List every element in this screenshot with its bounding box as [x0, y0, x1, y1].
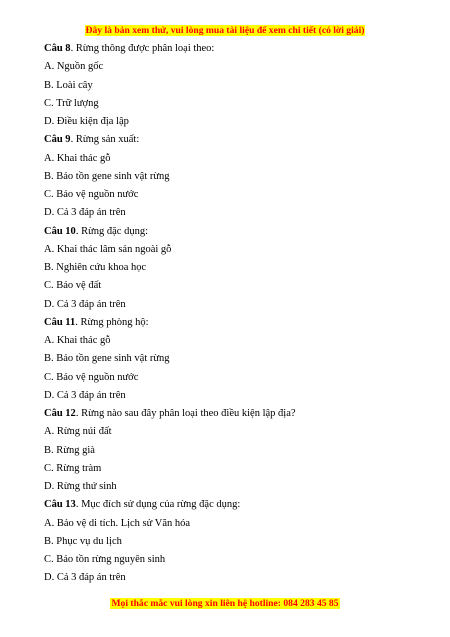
answer-option: C. Bảo tồn rừng nguyên sinh [44, 554, 166, 565]
preview-notice-banner [0, 25, 450, 36]
question-number: Câu 9 [44, 134, 71, 146]
question-stem [44, 40, 424, 58]
question-list [44, 40, 424, 588]
answer-option: A. Nguồn gốc [44, 61, 104, 73]
answer-option: C. Bảo vệ nguồn nước [44, 371, 139, 383]
question-text: . Mục đích sử dụng của rừng đặc dụng: [75, 499, 241, 511]
question-text: . Rừng sản xuất: [70, 134, 140, 146]
answer-option: D. Điều kiện địa lập [44, 116, 129, 127]
answer-option: C. Trữ lượng [44, 97, 99, 109]
answer-option: D. Cả 3 đáp án trên [44, 572, 126, 584]
hotline-footer-text: Mọi thắc mắc vui lòng xin liên hệ hotline: 084 283 45 85 [111, 598, 339, 609]
answer-option: A. Khai thác gỗ [44, 152, 111, 164]
question-text: . Rừng đặc dụng: [75, 225, 148, 237]
answer-option: C. Bảo vệ đất [44, 280, 102, 292]
question-stem [44, 314, 424, 332]
question-number: Câu 13 [44, 499, 76, 511]
question-text: . Rừng nào sau đây phân loại theo điều kiện lập địa? [75, 408, 296, 419]
answer-option: B. Bảo tồn gene sinh vật rừng [44, 353, 170, 365]
answer-option: D. Cả 3 đáp án trên [44, 207, 126, 219]
question-number: Câu 10 [44, 225, 76, 237]
answer-option: D. Rừng thứ sinh [44, 481, 117, 492]
answer-option: A. Khai thác lâm sản ngoài gỗ [44, 243, 172, 255]
question-number: Câu 12 [44, 408, 76, 419]
answer-option: B. Nghiên cứu khoa học [44, 262, 147, 273]
answer-option: A. Khai thác gỗ [44, 335, 111, 346]
answer-option: D. Cả 3 đáp án trên [44, 389, 126, 401]
answer-option: B. Rừng già [44, 444, 95, 456]
answer-option: C. Rừng tràm [44, 462, 102, 474]
question-number: Câu 11 [44, 316, 76, 328]
question-text: . Rừng phòng hộ: [75, 316, 149, 328]
answer-option: D. Cả 3 đáp án trên [44, 298, 126, 310]
question-stem [44, 223, 424, 241]
hotline-footer-banner [0, 598, 450, 609]
answer-option: B. Bảo tồn gene sinh vật rừng [44, 170, 170, 182]
answer-option: A. Rừng núi đất [44, 426, 112, 438]
answer-option: B. Phục vụ du lịch [44, 535, 122, 547]
preview-notice-text: Đây là bản xem thử, vui lòng mua tài liệu để xem chi tiết (có lời giải) [85, 25, 365, 36]
question-stem [44, 131, 424, 149]
question-stem [44, 496, 424, 514]
answer-option: A. Bảo vệ di tích. Lịch sử Văn hóa [44, 517, 191, 529]
question-text: . Rừng thông được phân loại theo: [70, 43, 215, 54]
question-number: Câu 8 [44, 43, 71, 54]
answer-option: C. Bảo vệ nguồn nước [44, 189, 139, 200]
answer-option: B. Loài cây [44, 79, 93, 91]
question-stem [44, 405, 424, 423]
